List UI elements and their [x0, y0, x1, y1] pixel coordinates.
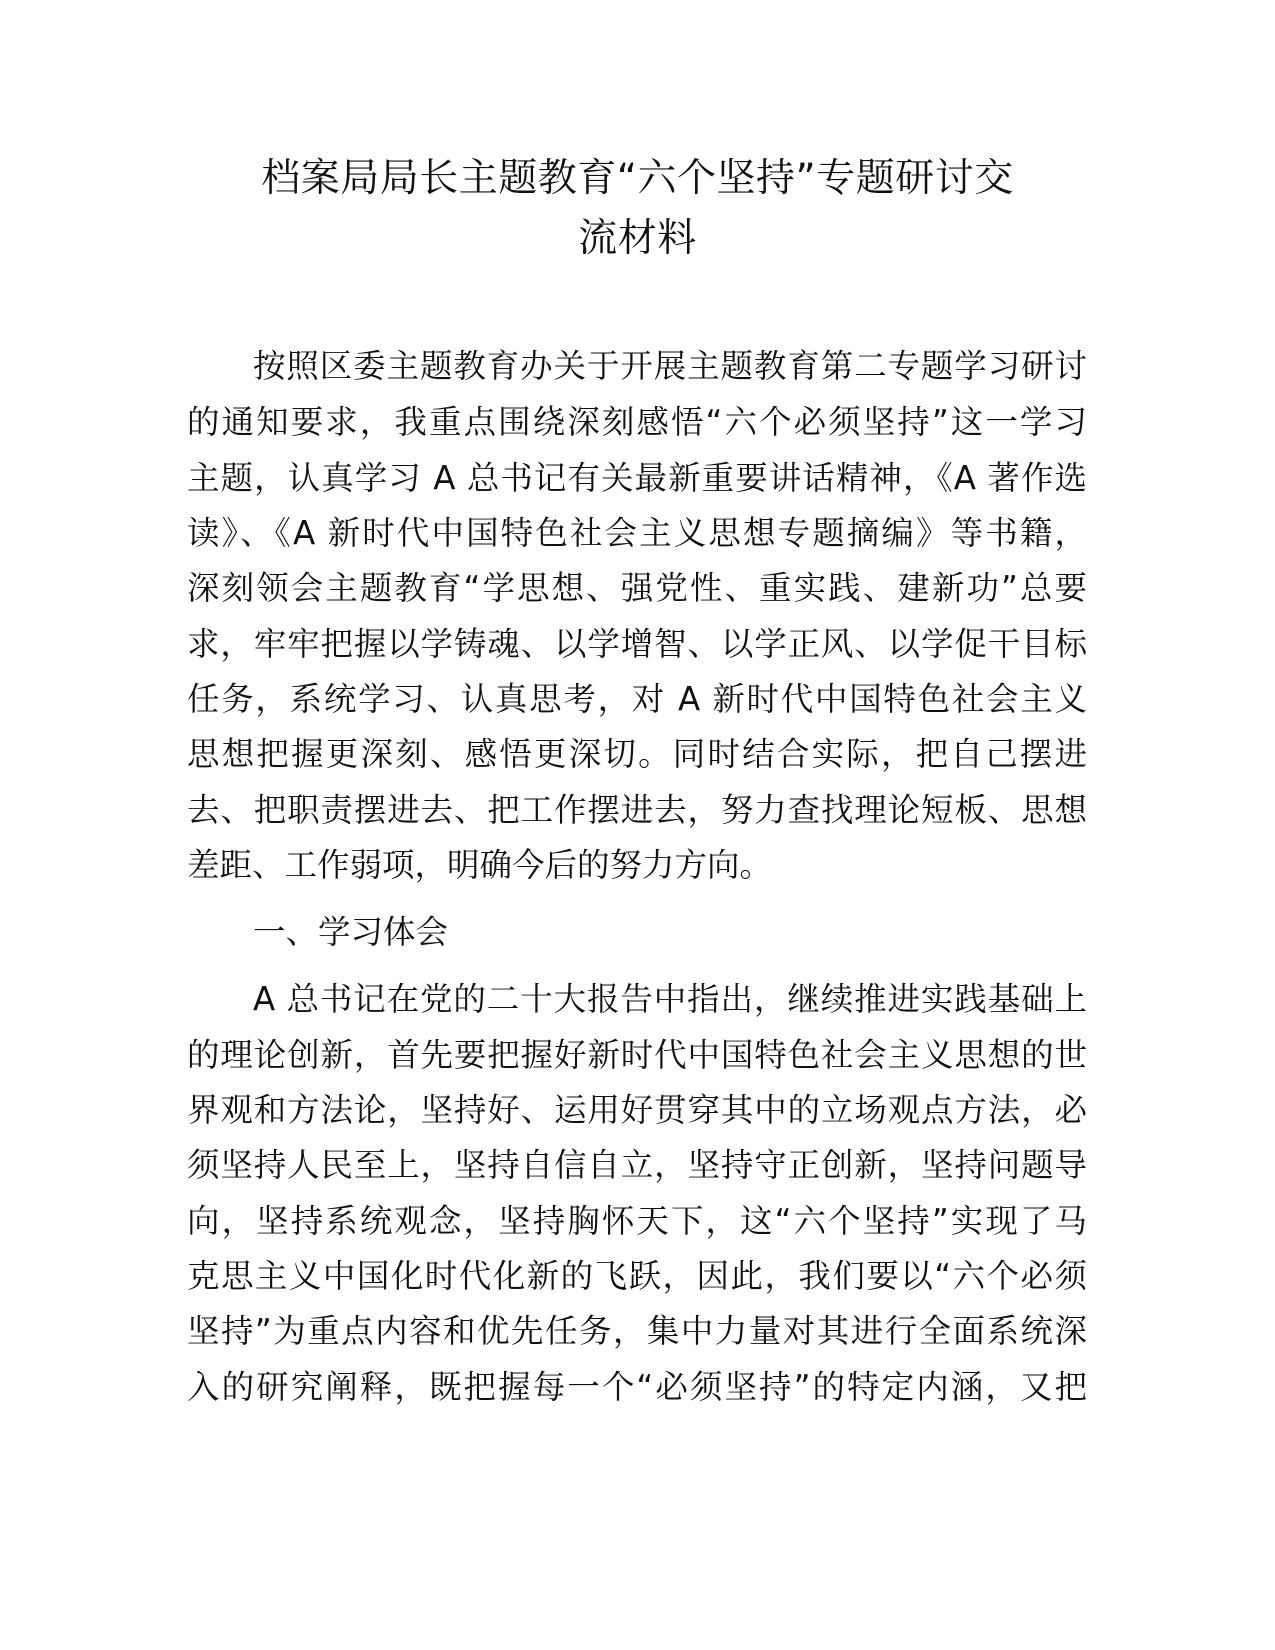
paragraph-2-line: 入的研究阐释，既把握每一个“必须坚持”的特定内涵，又把 — [187, 1368, 1087, 1406]
section-heading: 一、学习体会 — [253, 913, 449, 951]
paragraph-1-line: 主题，认真学习 A 总书记有关最新重要讲话精神，《A 著作选 — [187, 459, 1087, 497]
paragraph-2-line: 的理论创新，首先要把握好新时代中国特色社会主义思想的世 — [187, 1036, 1087, 1074]
paragraph-2-line: 克思主义中国化时代化新的飞跃，因此，我们要以“六个必须 — [187, 1257, 1087, 1295]
paragraph-2-line: 界观和方法论，坚持好、运用好贯穿其中的立场观点方法，必 — [187, 1091, 1087, 1129]
paragraph-1-line: 求，牢牢把握以学铸魂、以学增智、以学正风、以学促干目标 — [187, 625, 1087, 663]
paragraph-2-line: A 总书记在党的二十大报告中指出，继续推进实践基础上 — [253, 980, 1087, 1018]
document-title-line-2: 流材料 — [578, 216, 697, 261]
paragraph-2-line: 坚持”为重点内容和优先任务，集中力量对其进行全面系统深 — [187, 1312, 1087, 1350]
paragraph-2-line: 须坚持人民至上，坚持自信自立，坚持守正创新，坚持问题导 — [187, 1146, 1087, 1184]
paragraph-1-line: 去、把职责摆进去、把工作摆进去，努力查找理论短板、思想 — [187, 791, 1087, 829]
document-title-line-1: 档案局局长主题教育“六个坚持”专题研讨交 — [261, 156, 1014, 201]
paragraph-1-line: 的通知要求，我重点围绕深刻感悟“六个必须坚持”这一学习 — [187, 403, 1087, 441]
paragraph-1-last-line: 差距、工作弱项，明确今后的努力方向。 — [187, 846, 773, 884]
paragraph-1-line: 深刻领会主题教育“学思想、强党性、重实践、建新功”总要 — [187, 569, 1087, 607]
paragraph-1-line: 思想把握更深刻、感悟更深切。同时结合实际，把自己摆进 — [187, 735, 1087, 773]
paragraph-1-line: 任务，系统学习、认真思考，对 A 新时代中国特色社会主义 — [187, 680, 1087, 718]
paragraph-2-line: 向，坚持系统观念，坚持胸怀天下，这“六个坚持”实现了马 — [187, 1202, 1087, 1240]
paragraph-1-line: 按照区委主题教育办关于开展主题教育第二专题学习研讨 — [253, 347, 1087, 385]
paragraph-1-line: 读》、《A 新时代中国特色社会主义思想专题摘编》等书籍， — [187, 514, 1087, 552]
